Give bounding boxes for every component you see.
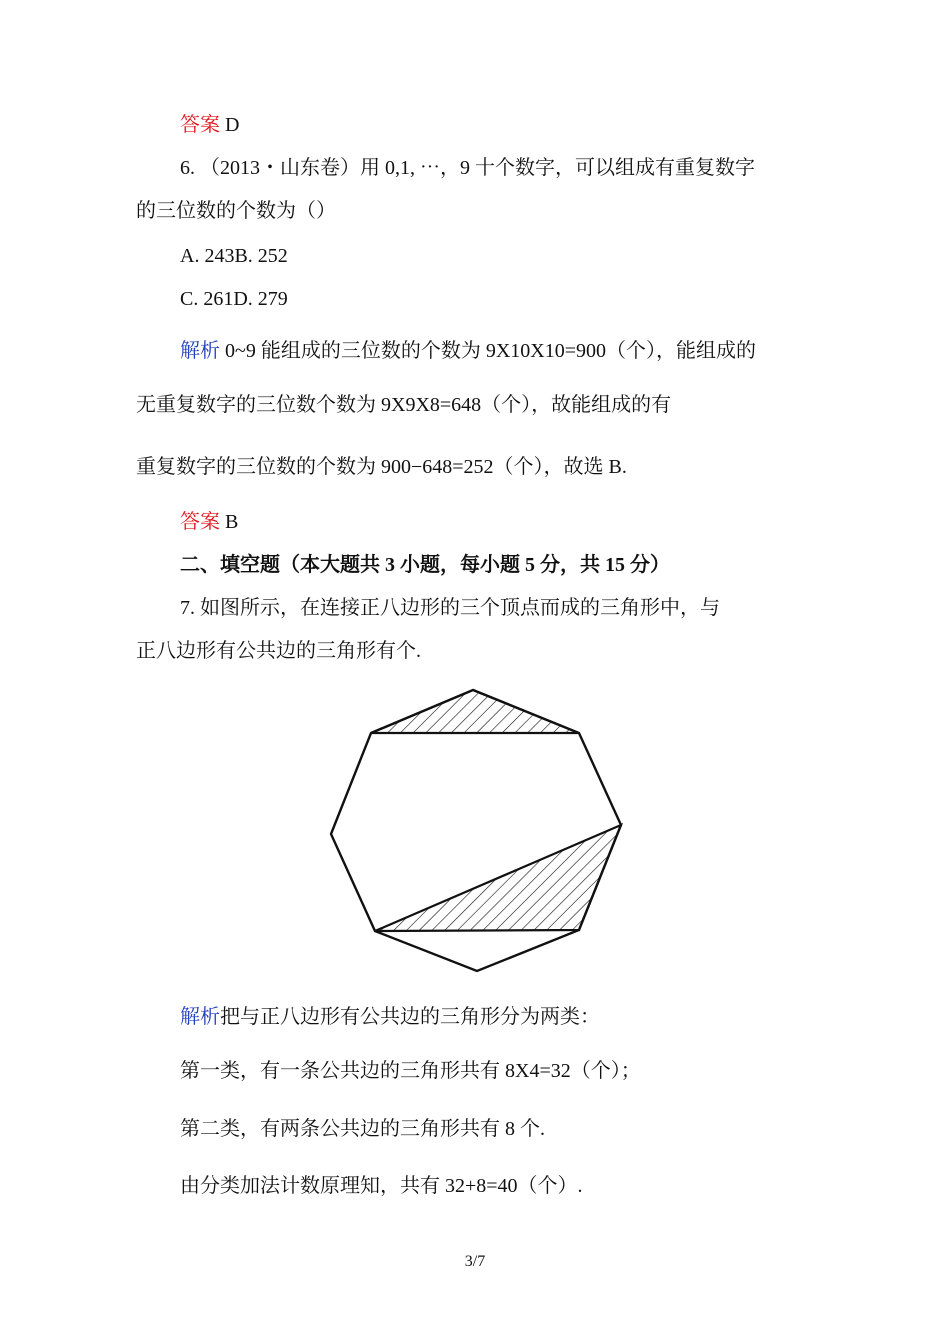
analysis-7-line-4: 由分类加法计数原理知，共有 32+8=40（个）. [180, 1175, 583, 1197]
analysis-7-text-1: 把与正八边形有公共边的三角形分为两类： [220, 1006, 600, 1028]
analysis-6-line-3: 重复数字的三位数的个数为 900−648=252（个），故选 B. [136, 456, 627, 478]
question-7-line-1: 7. 如图所示，在连接正八边形的三个顶点而成的三角形中，与 [180, 597, 720, 619]
shaded-triangle-top [371, 690, 579, 733]
page-number: 3/7 [464, 1253, 486, 1270]
octagon-figure [320, 680, 630, 976]
answer-value: D [220, 114, 240, 136]
analysis-7-line-2: 第一类，有一条公共边的三角形共有 8X4=32（个）； [180, 1060, 641, 1082]
question-7-line-2: 正八边形有公共边的三角形有个. [136, 640, 421, 662]
question-6-line-1: 6. （2013・山东卷）用 0,1, ⋯，9 十个数字，可以组成有重复数字 [180, 157, 755, 179]
analysis-6-text-1: 0~9 能组成的三位数的个数为 9X10X10=900（个），能组成的 [220, 340, 756, 362]
analysis-label: 解析 [180, 340, 220, 362]
answer-label: 答案 [180, 511, 220, 533]
answer-value: B [220, 511, 239, 533]
answer-label: 答案 [180, 114, 220, 136]
question-6-line-2: 的三位数的个数为（） [136, 200, 336, 222]
analysis-label: 解析 [180, 1006, 220, 1028]
analysis-7-line-3: 第二类，有两条公共边的三角形共有 8 个. [180, 1118, 545, 1140]
question-6-options-ab: A. 243B. 252 [180, 245, 288, 267]
answer-line-b [180, 510, 238, 534]
analysis-6-line-2: 无重复数字的三位数个数为 9X9X8=648（个），故能组成的有 [136, 394, 672, 416]
answer-line-d [180, 113, 239, 137]
analysis-6-line-1 [180, 339, 756, 363]
section-heading: 二、填空题（本大题共 3 小题，每小题 5 分，共 15 分） [180, 554, 670, 576]
question-6-options-cd: C. 261D. 279 [180, 288, 288, 310]
analysis-7-line-1 [180, 1005, 600, 1029]
